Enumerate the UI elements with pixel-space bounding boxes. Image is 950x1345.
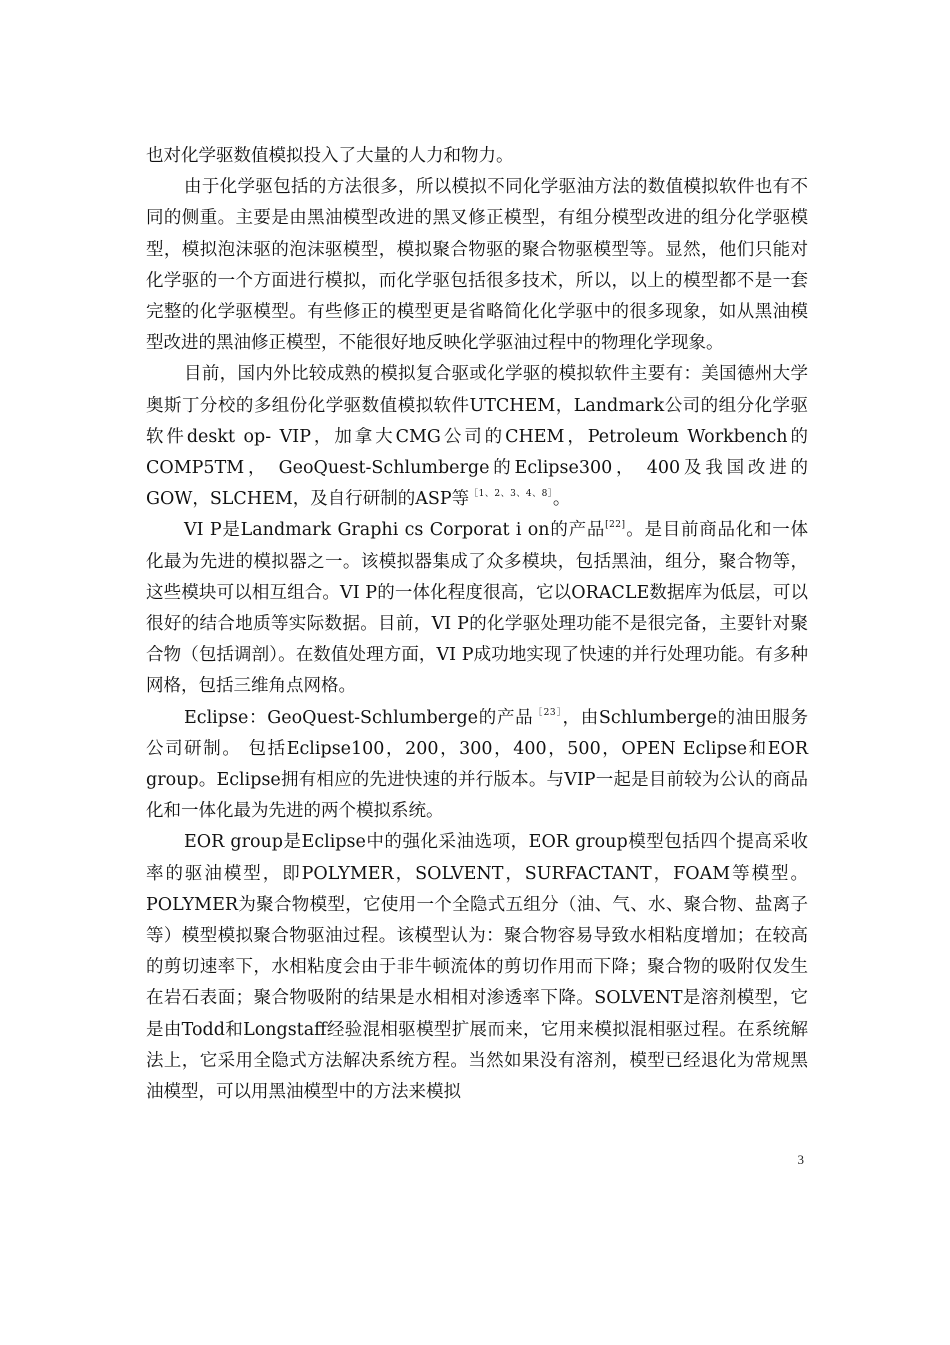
paragraph-p2 (146, 172, 808, 359)
paragraph-text: ，由Schlumberge的油田服务公司研制。 包括Eclipse100，200，300，400，500，OPEN Eclipse和EOR group。Eclipse拥有相应的先进快速的并行版本。与VIP一起是目前较为公认的商品化和一体化最为先进的两个模拟系统。 (146, 707, 809, 822)
paragraph-text: 。 (552, 489, 571, 510)
paragraph-p5 (146, 703, 808, 828)
paragraph-text: VI P是Landmark Graphi cs Corporat i on的产品 (184, 520, 606, 541)
citation-ref: ［1、2、3、4、8］ (469, 489, 553, 500)
citation-ref: [22] (605, 520, 626, 531)
paragraph-text: 。是目前商品化和一体化最为先进的模拟器之一。该模拟器集成了众多模块，包括黑油，组分，聚合物等，这些模块可以相互组合。VI P的一体化程度很高，它以ORACLE数据库为低层，可以很好的结合地质等实际数据。目前，VI P的化学驱处理功能不是很完备，主要针对聚合物（包括调剖）。在数值处理方面，VI P成功地实现了快速的并行处理功能。有多种网格，包括三维角点网格。 (146, 520, 808, 697)
page-number: 3 (797, 1152, 804, 1167)
paragraph-text: 由于化学驱包括的方法很多，所以模拟不同化学驱油方法的数值模拟软件也有不同的侧重。主要是由黑油模型改进的黑叉修正模型，有组分模型改进的组分化学驱模型，模拟泡沫驱的泡沫驱模型，模拟聚合物驱的聚合物驱模型等。显然，他们只能对化学驱的一个方面进行模拟，而化学驱包括很多技术，所以，以上的模型都不是一套完整的化学驱模型。有些修正的模型更是省略简化化学驱中的很多现象，如从黑油模型改进的黑油修正模型，不能很好地反映化学驱油过程中的物理化学现象。 (146, 177, 808, 354)
paragraph-text: EOR group是Eclipse中的强化采油选项，EOR group模型包括四个提高采收率的驱油模型，即POLYMER，SOLVENT，SURFACTANT，FOAM等模型。POLYMER为聚合物模型，它使用一个全隐式五组分（油、气、水、聚合物、盐离子等）模型模拟聚合物驱油过程。该模型认为：聚合物容易导致水相粘度增加；在较高的剪切速率下，水相粘度会由于非牛顿流体的剪切作用而下降；聚合物的吸附仅发生在岩石表面；聚合物吸附的结果是水相相对渗透率下降。SOLVENT是溶剂模型，它是由Todd和Longstaff经验混相驱模型扩展而来，它用来模拟混相驱过程。在系统解法上，它采用全隐式方法解决系统方程。当然如果没有溶剂，模型已经退化为常规黑油模型，可以用黑油模型中的方法来模拟 (146, 832, 808, 1103)
citation-ref: ［23］ (533, 707, 563, 718)
paragraph-text: Eclipse：GeoQuest-Schlumberge的产品 (184, 707, 534, 728)
paragraph-p6 (146, 827, 808, 1108)
paragraph-text: 目前，国内外比较成熟的模拟复合驱或化学驱的模拟软件主要有：美国德州大学奥斯丁分校的多组份化学驱数值模拟软件UTCHEM，Landmark公司的组分化学驱软件deskt op- VIP，加拿大CMG公司的CHEM，Petroleum Workbench的COMP5TM， GeoQuest-Schlumberge的Eclipse300， 400及我国改进的GOW，SLCHEM，及自行研制的ASP等 (146, 364, 808, 510)
paragraph-p1 (146, 141, 808, 172)
paragraph-text: 也对化学驱数值模拟投入了大量的人力和物力。 (146, 146, 514, 166)
paragraph-p3 (146, 359, 808, 515)
body-text (146, 141, 808, 1108)
paragraph-p4 (146, 515, 808, 702)
